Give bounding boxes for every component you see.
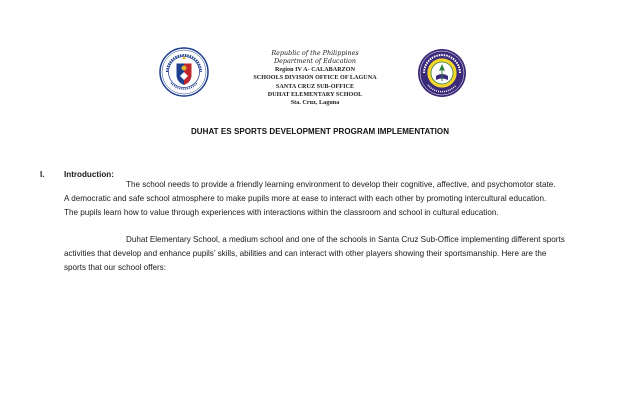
paragraph-line: sports that our school offers: [64, 263, 166, 273]
document-title: DUHAT ES SPORTS DEVELOPMENT PROGRAM IMPLEMENTATION [190, 127, 450, 136]
paragraph-line: A democratic and safe school atmosphere to make pupils more at ease to interact with each other by promoting intercultural education. [64, 194, 547, 204]
letterhead [220, 49, 410, 108]
paragraph-line: activities that develop and enhance pupils’ skills, abilities and can interact with other players showing their sportsmanship. Here are the [64, 249, 547, 259]
letterhead-division: SCHOOLS DIVISION OFFICE OF LAGUNA [253, 75, 377, 82]
section-heading: Introduction: [64, 170, 114, 179]
intro-paragraph-2 [64, 233, 612, 276]
paragraph-line: Duhat Elementary School, a medium school and one of the schools in Santa Cruz Sub-Office implementing different sports [126, 235, 565, 244]
paragraph-line: The school needs to provide a friendly learning environment to develop their cognitive, affective, and psychomotor state. [126, 180, 556, 189]
letterhead-location: Sta. Cruz, Laguna [290, 100, 340, 107]
intro-paragraph-1 [64, 178, 612, 221]
deped-seal-icon [159, 47, 209, 97]
letterhead-sub-office: SANTA CRUZ SUB-OFFICE [275, 83, 355, 90]
school-seal-icon [417, 48, 467, 98]
paragraph-line: The pupils learn how to value through experiences with interactions within the classroom and school in cultural education. [64, 208, 499, 218]
section-number: I. [40, 170, 45, 179]
letterhead-region: Region IV A- CALABARZON [274, 66, 356, 73]
letterhead-republic: Republic of the Philippines [271, 49, 359, 57]
letterhead-department: Department of Education [273, 57, 357, 66]
letterhead-school: DUHAT ELEMENTARY SCHOOL [267, 92, 363, 99]
